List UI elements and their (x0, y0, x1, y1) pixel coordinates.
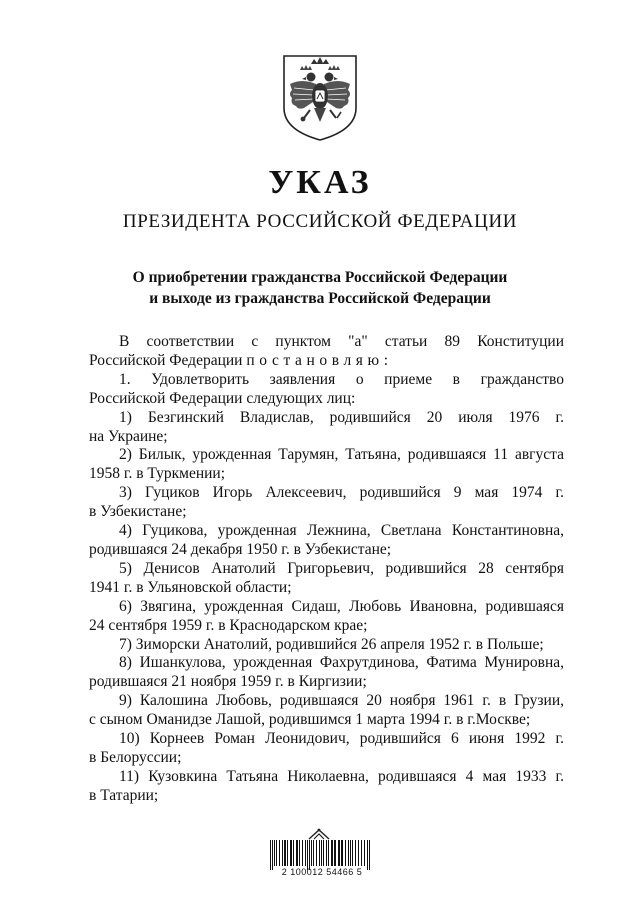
barcode-bar (284, 840, 286, 866)
preamble-text: Российской Федерации (89, 351, 247, 369)
barcode-bar (323, 840, 324, 866)
barcode-bar (348, 840, 349, 866)
heading-line: О приобретении гражданства Российской Федерации (132, 269, 508, 286)
barcode-bar (299, 840, 300, 866)
list-item-line: 11) Кузовкина Татьяна Николаевна, родившаяся 4 мая 1933 г. (119, 767, 564, 785)
list-item (89, 409, 564, 447)
list-item (89, 692, 564, 730)
list-item-line: 2) Билык, урожденная Тарумян, Татьяна, родившаяся 11 августа (119, 446, 564, 464)
barcode-bar (279, 840, 280, 866)
barcode-bar (321, 840, 322, 866)
barcode-bar (307, 840, 308, 870)
list-item-line: в Узбекистане; (89, 503, 187, 521)
heading-line: и выходе из гражданства Российской Федерации (149, 290, 491, 307)
barcode-bar (305, 840, 306, 866)
barcode-bar (358, 840, 359, 866)
document-title: УКАЗ (268, 164, 372, 201)
barcode-bar (319, 840, 320, 866)
list-item (89, 636, 564, 655)
list-item (89, 522, 564, 560)
barcode-bar (287, 840, 288, 866)
list-item-line: 4) Гуцикова, урожденная Лежнина, Светлана Константиновна, (119, 522, 564, 540)
barcode-bar (311, 840, 312, 866)
barcode-bar (367, 840, 368, 870)
clause-line: 1. Удовлетворить заявления о приеме в гражданство (119, 370, 564, 388)
preamble-line (89, 352, 564, 371)
preamble-punct: : (383, 351, 389, 369)
barcode-bar (355, 840, 356, 866)
printer-mark-icon (306, 827, 332, 841)
list-item (89, 768, 564, 806)
list-item-line: 9) Калошина Любовь, родившаяся 20 ноября 1961 г. в Грузии, (119, 692, 564, 710)
list-item (89, 730, 564, 768)
barcode-bar (326, 840, 327, 866)
barcode-number: 2 100012 54466 5 (281, 867, 363, 877)
list-item-line: 1941 г. в Ульяновской области; (89, 578, 292, 596)
list-item-line: 8) Ишанкулова, урожденная Фахрутдинова, Фатима Мунировна, (119, 654, 564, 672)
list-item-line: родившаяся 24 декабря 1950 г. в Узбекистане; (89, 540, 392, 558)
barcode-bar (296, 840, 298, 866)
barcode-bar (313, 840, 314, 866)
barcode-bar (345, 840, 346, 866)
document-body (89, 333, 564, 806)
barcode-bar (338, 840, 340, 866)
list-item (89, 654, 564, 692)
decree-verb: постановляю (246, 351, 384, 369)
barcode-bar (276, 840, 277, 866)
clause-line: Российской Федерации следующих лиц: (89, 389, 356, 407)
list-item-line: с сыном Оманидзе Лашой, родившимся 1 марта 1994 г. в г.Москве; (89, 711, 531, 729)
list-item (89, 560, 564, 598)
list-item-line: 10) Корнеев Роман Леонидович, родившийся 6 июня 1992 г. (119, 730, 564, 748)
document-subtitle: ПРЕЗИДЕНТА РОССИЙСКОЙ ФЕДЕРАЦИИ (122, 211, 518, 232)
russian-coat-of-arms-icon (280, 50, 360, 142)
list-item-line: 1) Безгинский Владислав, родившийся 20 июля 1976 г. (119, 408, 564, 426)
barcode-bar (272, 840, 273, 870)
barcode-bar (350, 840, 351, 866)
list-item-line: в Татарии; (89, 786, 159, 804)
barcode-bar (274, 840, 275, 866)
barcode-bar (270, 840, 271, 870)
list-item-line: на Украине; (89, 427, 168, 445)
list-item-line: 24 сентября 1959 г. в Краснодарском крае; (89, 616, 368, 634)
list-item-line: 1958 г. в Туркмении; (89, 465, 226, 483)
barcode-bar (352, 840, 353, 866)
barcode-bar (282, 840, 283, 866)
clause-1-paragraph (89, 371, 564, 409)
list-item-line: 3) Гуциков Игорь Алексеевич, родившийся 9 мая 1974 г. (119, 484, 564, 502)
list-item-line: в Белоруссии; (89, 748, 182, 766)
barcode-bar (369, 840, 370, 870)
list-item (89, 598, 564, 636)
list-item-line: 5) Денисов Анатолий Григорьевич, родившийся 28 сентября (119, 559, 564, 577)
barcode-bar (302, 840, 303, 866)
list-item (89, 446, 564, 484)
barcode-icon (268, 840, 372, 870)
list-item-line: 6) Звягина, урожденная Сидаш, Любовь Ивановна, родившаяся (119, 597, 564, 615)
list-item-line: родившаяся 21 ноября 1959 г. в Киргизии; (89, 673, 367, 691)
list-item-line: 7) Зиморски Анатолий, родившийся 26 апреля 1952 г. в Польше; (119, 635, 544, 653)
list-item (89, 484, 564, 522)
barcode-bar (316, 840, 317, 866)
barcode-bar (364, 840, 365, 866)
barcode-bar (331, 840, 333, 866)
barcode-bar (290, 840, 292, 866)
preamble-line: В соответствии с пунктом "а" статьи 89 Конституции (119, 333, 564, 350)
barcode-bar (361, 840, 362, 866)
barcode-bar (328, 840, 329, 866)
document-heading (0, 267, 640, 309)
barcode-bar (293, 840, 294, 866)
barcode-bar (309, 840, 310, 870)
barcode-bar (341, 840, 343, 866)
preamble-paragraph (89, 333, 564, 371)
barcode-bar (334, 840, 336, 866)
